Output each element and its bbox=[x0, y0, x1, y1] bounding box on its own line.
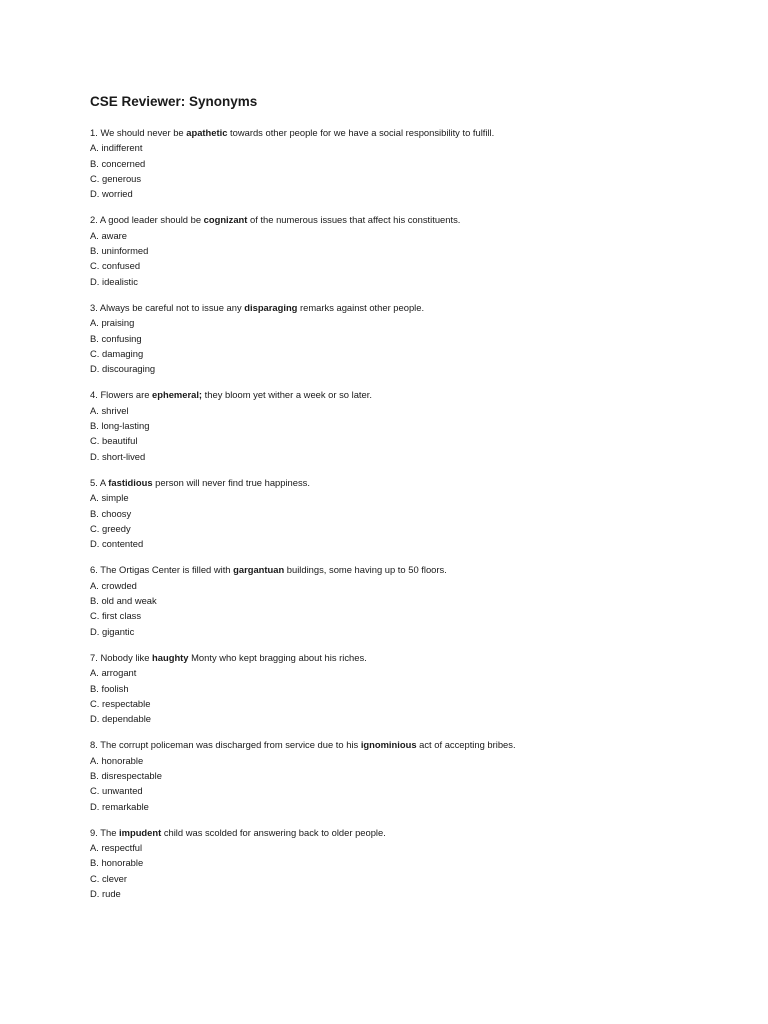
keyword: ignominious bbox=[360, 739, 417, 751]
stem-after: they bloom yet wither a week or so later. bbox=[204, 389, 372, 401]
choice-d: D. gigantic bbox=[90, 625, 135, 637]
question-item bbox=[90, 475, 730, 551]
choice-c: C. respectable bbox=[90, 697, 151, 709]
stem-after: act of accepting bribes. bbox=[419, 739, 516, 751]
choice-b: B. long-lasting bbox=[90, 420, 150, 432]
choice-b: B. disrespectable bbox=[90, 769, 162, 781]
stem-after: remarks against other people. bbox=[300, 301, 425, 313]
stem-before: Flowers are bbox=[100, 389, 150, 401]
choice-d: D. contented bbox=[90, 538, 144, 550]
stem-before: Nobody like bbox=[100, 651, 150, 663]
choice-c: C. clever bbox=[90, 872, 127, 884]
choice-c: C. confused bbox=[90, 260, 141, 272]
choice-d: D. rude bbox=[90, 888, 121, 900]
keyword: fastidious bbox=[108, 476, 153, 488]
choice-b: B. concerned bbox=[90, 157, 146, 169]
question-item bbox=[90, 737, 730, 813]
choice-d: D. short-lived bbox=[90, 450, 146, 462]
question-stem bbox=[90, 300, 730, 315]
question-number: 4. bbox=[90, 389, 98, 401]
choice-d: D. discouraging bbox=[90, 363, 156, 375]
choice-c: C. beautiful bbox=[90, 435, 138, 447]
question-item bbox=[90, 300, 730, 376]
question-number: 2. bbox=[90, 214, 98, 226]
choice-a: A. simple bbox=[90, 492, 129, 504]
choice-a: A. respectful bbox=[90, 842, 143, 854]
choice-b: B. confusing bbox=[90, 332, 142, 344]
choice-b: B. uninformed bbox=[90, 245, 149, 257]
choice-a: A. indifferent bbox=[90, 142, 143, 154]
stem-before: Always be careful not to issue any bbox=[99, 301, 242, 313]
stem-after: of the numerous issues that affect his constituents. bbox=[250, 214, 461, 226]
question-number: 8. bbox=[90, 739, 98, 751]
keyword: ephemeral; bbox=[152, 389, 203, 401]
question-stem bbox=[90, 825, 730, 840]
stem-after: child was scolded for answering back to older people. bbox=[163, 826, 386, 838]
stem-before: The corrupt policeman was discharged from service due to his bbox=[100, 739, 359, 751]
keyword: gargantuan bbox=[233, 564, 285, 576]
choice-d: D. dependable bbox=[90, 713, 151, 725]
question-number: 1. bbox=[90, 127, 98, 138]
question-item bbox=[90, 125, 730, 201]
question-stem bbox=[90, 125, 730, 140]
choice-b: B. old and weak bbox=[90, 595, 157, 607]
keyword: cognizant bbox=[203, 214, 248, 226]
question-number: 5. bbox=[90, 476, 98, 488]
choice-d: D. idealistic bbox=[90, 275, 138, 287]
question-stem bbox=[90, 475, 730, 490]
choice-a: A. arrogant bbox=[90, 667, 137, 679]
question-stem bbox=[90, 737, 730, 752]
choice-d: D. remarkable bbox=[90, 800, 149, 812]
choice-d: D. worried bbox=[90, 188, 133, 200]
choice-c: C. damaging bbox=[90, 347, 144, 359]
stem-after: buildings, some having up to 50 floors. bbox=[286, 564, 447, 576]
question-number: 6. bbox=[90, 564, 98, 576]
keyword: haughty bbox=[152, 651, 189, 663]
choice-a: A. shrivel bbox=[90, 404, 129, 416]
keyword: impudent bbox=[119, 826, 162, 838]
question-item bbox=[90, 562, 730, 638]
stem-before: We should never be bbox=[100, 127, 184, 138]
choice-b: B. choosy bbox=[90, 507, 132, 519]
question-item bbox=[90, 650, 730, 726]
choice-a: A. honorable bbox=[90, 754, 144, 766]
question-item bbox=[90, 825, 730, 901]
stem-after: towards other people for we have a social responsibility to fulfill. bbox=[230, 127, 495, 138]
choice-a: A. crowded bbox=[90, 579, 137, 591]
choice-c: C. unwanted bbox=[90, 785, 143, 797]
question-item bbox=[90, 212, 730, 288]
choice-b: B. foolish bbox=[90, 682, 129, 694]
stem-after: Monty who kept bragging about his riches. bbox=[191, 651, 367, 663]
document-page bbox=[90, 93, 730, 912]
choice-b: B. honorable bbox=[90, 857, 144, 869]
question-stem bbox=[90, 650, 730, 665]
question-number: 3. bbox=[90, 301, 98, 313]
choice-c: C. generous bbox=[90, 172, 142, 184]
question-number: 9. bbox=[90, 826, 98, 838]
choice-c: C. first class bbox=[90, 610, 142, 622]
question-stem bbox=[90, 562, 730, 577]
stem-before: The bbox=[100, 826, 117, 838]
question-stem bbox=[90, 212, 730, 227]
document-title: CSE Reviewer: Synonyms bbox=[90, 94, 258, 109]
keyword: disparaging bbox=[244, 301, 298, 313]
choice-a: A. aware bbox=[90, 229, 127, 241]
choice-c: C. greedy bbox=[90, 522, 131, 534]
stem-before: A good leader should be bbox=[99, 214, 202, 226]
question-stem bbox=[90, 387, 730, 402]
stem-after: person will never find true happiness. bbox=[155, 476, 310, 488]
stem-before: A bbox=[99, 476, 106, 488]
keyword: apathetic bbox=[186, 127, 228, 138]
question-number: 7. bbox=[90, 651, 98, 663]
choice-a: A. praising bbox=[90, 317, 135, 329]
question-item bbox=[90, 387, 730, 463]
stem-before: The Ortigas Center is filled with bbox=[100, 564, 231, 576]
